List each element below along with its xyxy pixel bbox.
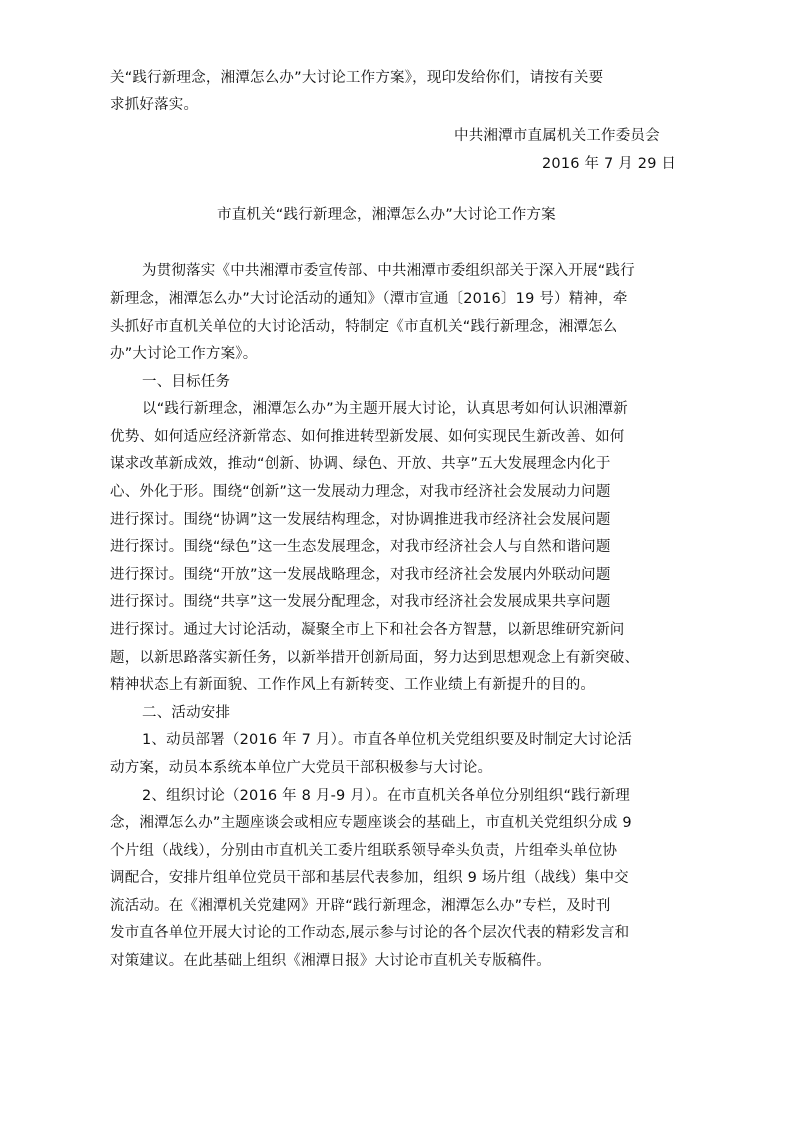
body-paragraph-line: 对策建议。在此基础上组织《湘潭日报》大讨论市直机关专版稿件。	[110, 953, 551, 969]
body-paragraph-line: 进行探讨。围绕“协调”这一发展结构理念，对协调推进我市经济社会发展问题	[110, 512, 611, 528]
body-paragraph-line: 进行探讨。通过大讨论活动，凝聚全市上下和社会各方智慧，以新思维研究新问	[110, 622, 625, 638]
body-paragraph-line: 1、动员部署（2016 年 7 月）。市直各单位机关党组织要及时制定大讨论活	[142, 732, 633, 748]
body-paragraph-line: 办”大讨论工作方案》。	[110, 346, 258, 362]
body-paragraph-line: 心、外化于形。围绕“创新”这一发展动力理念，对我市经济社会发展动力问题	[110, 484, 611, 500]
body-paragraph-line: 头抓好市直机关单位的大讨论活动，特制定《市直机关“践行新理念，湘潭怎么	[110, 319, 618, 335]
body-paragraph-line: 动方案，动员本系统本单位广大党员干部积极参与大讨论。	[110, 760, 493, 776]
body-paragraph-line: 调配合，安排片组单位党员干部和基层代表参加，组织 9 场片组（战线）集中交	[110, 870, 629, 886]
body-paragraph-line: 为贯彻落实《中共湘潭市委宣传部、中共湘潭市委组织部关于深入开展“践行	[142, 263, 635, 279]
body-paragraph-line: 个片组（战线），分别由市直机关工委片组联系领导牵头负责，片组牵头单位协	[110, 843, 618, 859]
body-paragraph-line: 优势、如何适应经济新常态、如何推进转型新发展、如何实现民生新改善、如何	[110, 429, 625, 445]
body-paragraph-line: 2、组织讨论（2016 年 8 月-9 月）。在市直机关各单位分别组织“践行新理	[142, 788, 631, 804]
body-paragraph-line: 精神状态上有新面貌、工作作风上有新转变、工作业绩上有新提升的目的。	[110, 677, 596, 693]
signature-date: 2016 年 7 月 29 日	[542, 156, 677, 172]
body-paragraph-line: 题，以新思路落实新任务，以新举措开创新局面，努力达到思想观念上有新突破、	[110, 650, 640, 666]
intro-line: 求抓好落实。	[110, 97, 199, 113]
body-paragraph-line: 发市直各单位开展大讨论的工作动态,展示参与讨论的各个层次代表的精彩发言和	[110, 925, 630, 941]
body-paragraph-line: 流活动。在《湘潭机关党建网》开辟“践行新理念，湘潭怎么办”专栏，及时刊	[110, 898, 611, 914]
section-heading: 二、活动安排	[142, 705, 231, 721]
body-paragraph-line: 以“践行新理念，湘潭怎么办”为主题开展大讨论，认真思考如何认识湘潭新	[142, 401, 628, 417]
body-paragraph-line: 进行探讨。围绕“共享”这一发展分配理念，对我市经济社会发展成果共享问题	[110, 594, 611, 610]
body-paragraph-line: 进行探讨。围绕“开放”这一发展战略理念，对我市经济社会发展内外联动问题	[110, 567, 611, 583]
body-paragraph-line: 进行探讨。围绕“绿色”这一生态发展理念，对我市经济社会人与自然和谐问题	[110, 539, 611, 555]
body-paragraph-line: 谋求改革新成效，推动“创新、协调、绿色、开放、共享”五大发展理念内化于	[110, 456, 611, 472]
intro-line: 关“践行新理念，湘潭怎么办”大讨论工作方案》，现印发给你们，请按有关要	[110, 70, 604, 86]
document-title: 市直机关“践行新理念，湘潭怎么办”大讨论工作方案	[217, 207, 556, 223]
body-paragraph-line: 新理念，湘潭怎么办”大讨论活动的通知》（潭市宣通〔2016〕19 号）精神，牵	[110, 291, 628, 307]
body-paragraph-line: 念，湘潭怎么办”主题座谈会或相应专题座谈会的基础上，市直机关党组织分成 9	[110, 815, 632, 831]
section-heading: 一、目标任务	[142, 374, 231, 390]
signature-org: 中共湘潭市直属机关工作委员会	[454, 128, 660, 144]
